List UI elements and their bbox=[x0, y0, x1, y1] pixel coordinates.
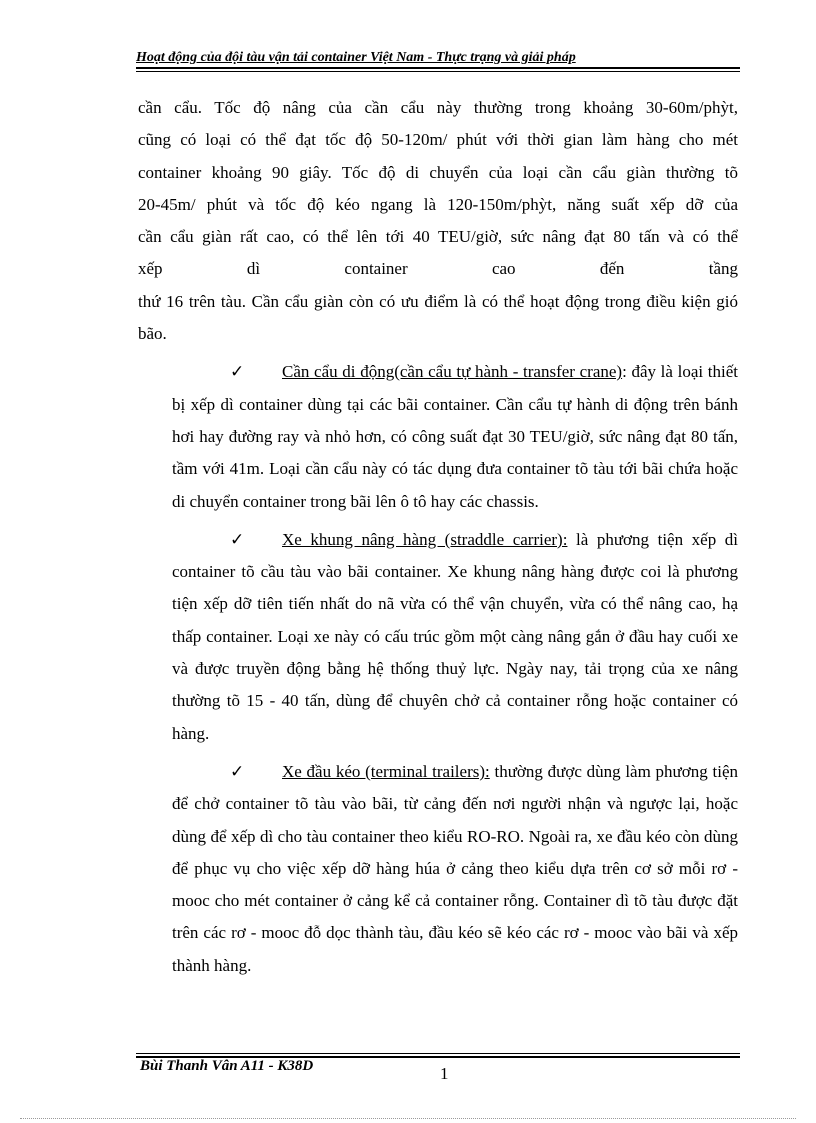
bullet-paragraph bbox=[172, 524, 738, 750]
bullet-transfer-crane bbox=[138, 356, 738, 517]
paragraph-1 bbox=[138, 92, 738, 286]
running-header: Hoạt động của đội tàu vận tải container Việt Nam - Thực trạng và giải pháp bbox=[136, 50, 576, 65]
text-line: container khoảng 90 giây. Tốc độ di chuyển của loại cần cẩu giàn thường tõ bbox=[138, 162, 738, 182]
paragraph-1-tail: thứ 16 trên tàu. Cần cẩu giàn còn có ưu điểm là có thể hoạt động trong điều kiện gió bão. bbox=[138, 291, 738, 344]
bullet-title: Cần cẩu di động(cần cẩu tự hành - transfer crane) bbox=[282, 362, 623, 382]
text-line: 20-45m/ phút và tốc độ kéo ngang là 120-150m/phỳt, năng suất xếp dỡ của bbox=[138, 194, 738, 214]
checkmark-icon: ✓ bbox=[230, 529, 245, 549]
footer-author: Bùi Thanh Vân A11 - K38D bbox=[140, 1058, 314, 1074]
text-line: cần cẩu giàn rất cao, có thể lên tới 40 TEU/giờ, sức nâng đạt 80 tấn và có thể bbox=[138, 227, 738, 247]
bullet-text: là phương tiện xếp dì container tõ cầu tàu vào bãi container. Xe khung nâng hàng được coi là phương tiện xếp dỡ tiên tiến nhất do nã vừa có thể vận chuyển, vừa có thể nâng cao, hạ thấp container. Loại xe này có cấu trúc gồm một càng nâng gắn ở đầu hay cuối xe và được truyền động bằng hệ thống thuỷ lực. Ngày nay, tải trọng của xe nâng thường tõ 15 - 40 tấn, dùng để chuyên chở cả container rỗng hoặc container có hàng. bbox=[172, 529, 738, 743]
checkmark-icon: ✓ bbox=[230, 761, 245, 781]
text-line: xếp dì container cao đến tầng bbox=[138, 259, 738, 279]
bullet-title: Xe đầu kéo (terminal trailers): bbox=[282, 761, 490, 781]
page-edge-dots bbox=[20, 1118, 796, 1119]
bullet-terminal-trailers bbox=[138, 756, 738, 982]
bullet-text: : đây là loại thiết bị xếp dì container dùng tại các bãi container. Cần cẩu tự hành di động trên bánh hơi hay đường ray và nhỏ hơn, có công suất đạt 30 TEU/giờ, sức nâng đạt 80 tấn, tầm với 41m. Loại cần cẩu này có tác dụng đưa container tõ tàu tới bãi chứa hoặc di chuyển container trong bãi lên ô tô hay các chassis. bbox=[172, 362, 738, 511]
bullet-text: thường được dùng làm phương tiện để chở container tõ tàu vào bãi, từ cảng đến nơi người nhận và ngược lại, hoặc dùng để xếp dì cho tàu container theo kiểu RO-RO. Ngoài ra, xe đầu kéo còn dùng để phục vụ cho việc xếp dỡ hàng húa ở cảng theo kiểu dựa trên cơ sở mỗi rơ - mooc cho mét container ở cảng kể cả container rỗng. Container dì tõ tàu được đặt trên các rơ - mooc đỗ dọc thành tàu, đầu kéo sẽ kéo các rơ - mooc vào bãi và xếp thành hàng. bbox=[172, 761, 738, 975]
header-rule-thin bbox=[136, 71, 740, 72]
text-line: cần cẩu. Tốc độ nâng của cần cẩu này thường trong khoảng 30-60m/phỳt, bbox=[138, 98, 738, 117]
bullet-paragraph bbox=[172, 356, 738, 517]
footer-rule-thin bbox=[136, 1053, 740, 1054]
bullet-paragraph bbox=[172, 756, 738, 982]
header-rule bbox=[136, 67, 740, 69]
page-number: 1 bbox=[440, 1064, 449, 1083]
checkmark-icon: ✓ bbox=[230, 362, 245, 382]
text-line: cũng có loại có thể đạt tốc độ 50-120m/ phút với thời gian làm hàng cho mét bbox=[138, 130, 738, 150]
bullet-straddle-carrier bbox=[138, 524, 738, 750]
page-content bbox=[138, 92, 738, 982]
bullet-title: Xe khung nâng hàng (straddle carrier): bbox=[282, 529, 568, 549]
